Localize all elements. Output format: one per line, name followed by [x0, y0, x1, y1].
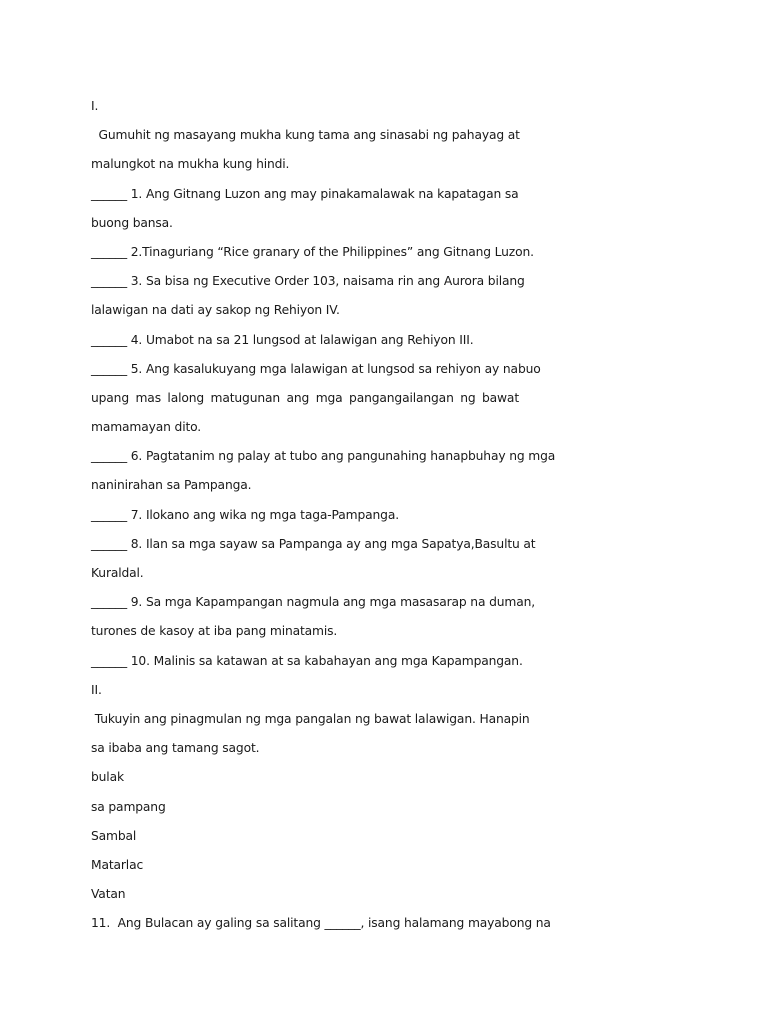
document-line: malungkot na mukha kung hindi. [91, 157, 290, 172]
document-line: Gumuhit ng masayang mukha kung tama ang sinasabi ng pahayag at [91, 128, 520, 143]
document-line: ______ 4. Umabot na sa 21 lungsod at lalawigan ang Rehiyon III. [91, 332, 474, 347]
document-line: lalawigan na dati ay sakop ng Rehiyon IV. [91, 303, 340, 318]
document-line: Kuraldal. [91, 566, 144, 580]
document-line: ______ 6. Pagtatanim ng palay at tubo ang pangunahing hanapbuhay ng mga [91, 449, 556, 464]
document-line: ______ 8. Ilan sa mga sayaw sa Pampanga ay ang mga Sapatya,Basultu at [91, 536, 536, 551]
document-line: Tukuyin ang pinagmulan ng mga pangalan ng bawat lalawigan. Hanapin [91, 711, 530, 726]
document-line: Sambal [91, 828, 137, 843]
document-line: II. [91, 682, 102, 697]
document-line: I. [91, 99, 99, 113]
document-line: 11. Ang Bulacan ay galing sa salitang ______, isang halamang mayabong na [91, 916, 551, 931]
document-line: buong bansa. [91, 215, 173, 230]
document-line: ______ 10. Malinis sa katawan at sa kabahayan ang mga Kapampangan. [91, 653, 523, 668]
document-line: bulak [91, 770, 124, 785]
document-line: Matarlac [91, 857, 144, 872]
document-line: ______ 1. Ang Gitnang Luzon ang may pinakamalawak na kapatagan sa [91, 186, 519, 201]
document-body [91, 92, 556, 938]
document-line: sa pampang [91, 799, 166, 814]
document-line: ______ 7. Ilokano ang wika ng mga taga-Pampanga. [91, 507, 399, 522]
document-line: mamamayan dito. [91, 420, 202, 435]
document-line: sa ibaba ang tamang sagot. [91, 741, 260, 756]
document-line: turones de kasoy at iba pang minatamis. [91, 624, 338, 639]
document-line: Vatan [91, 887, 126, 902]
document-line: ______ 2.Tinaguriang “Rice granary of the Philippines” ang Gitnang Luzon. [91, 244, 534, 259]
document-line: ______ 3. Sa bisa ng Executive Order 103, naisama rin ang Aurora bilang [91, 274, 525, 289]
document-line: naninirahan sa Pampanga. [91, 478, 252, 493]
document-line: ______ 9. Sa mga Kapampangan nagmula ang mga masasarap na duman, [91, 595, 535, 610]
document-line: ______ 5. Ang kasalukuyang mga lalawigan at lungsod sa rehiyon ay nabuo [91, 361, 541, 376]
document-line: upang mas lalong matugunan ang mga pangangailangan ng bawat [91, 390, 519, 405]
